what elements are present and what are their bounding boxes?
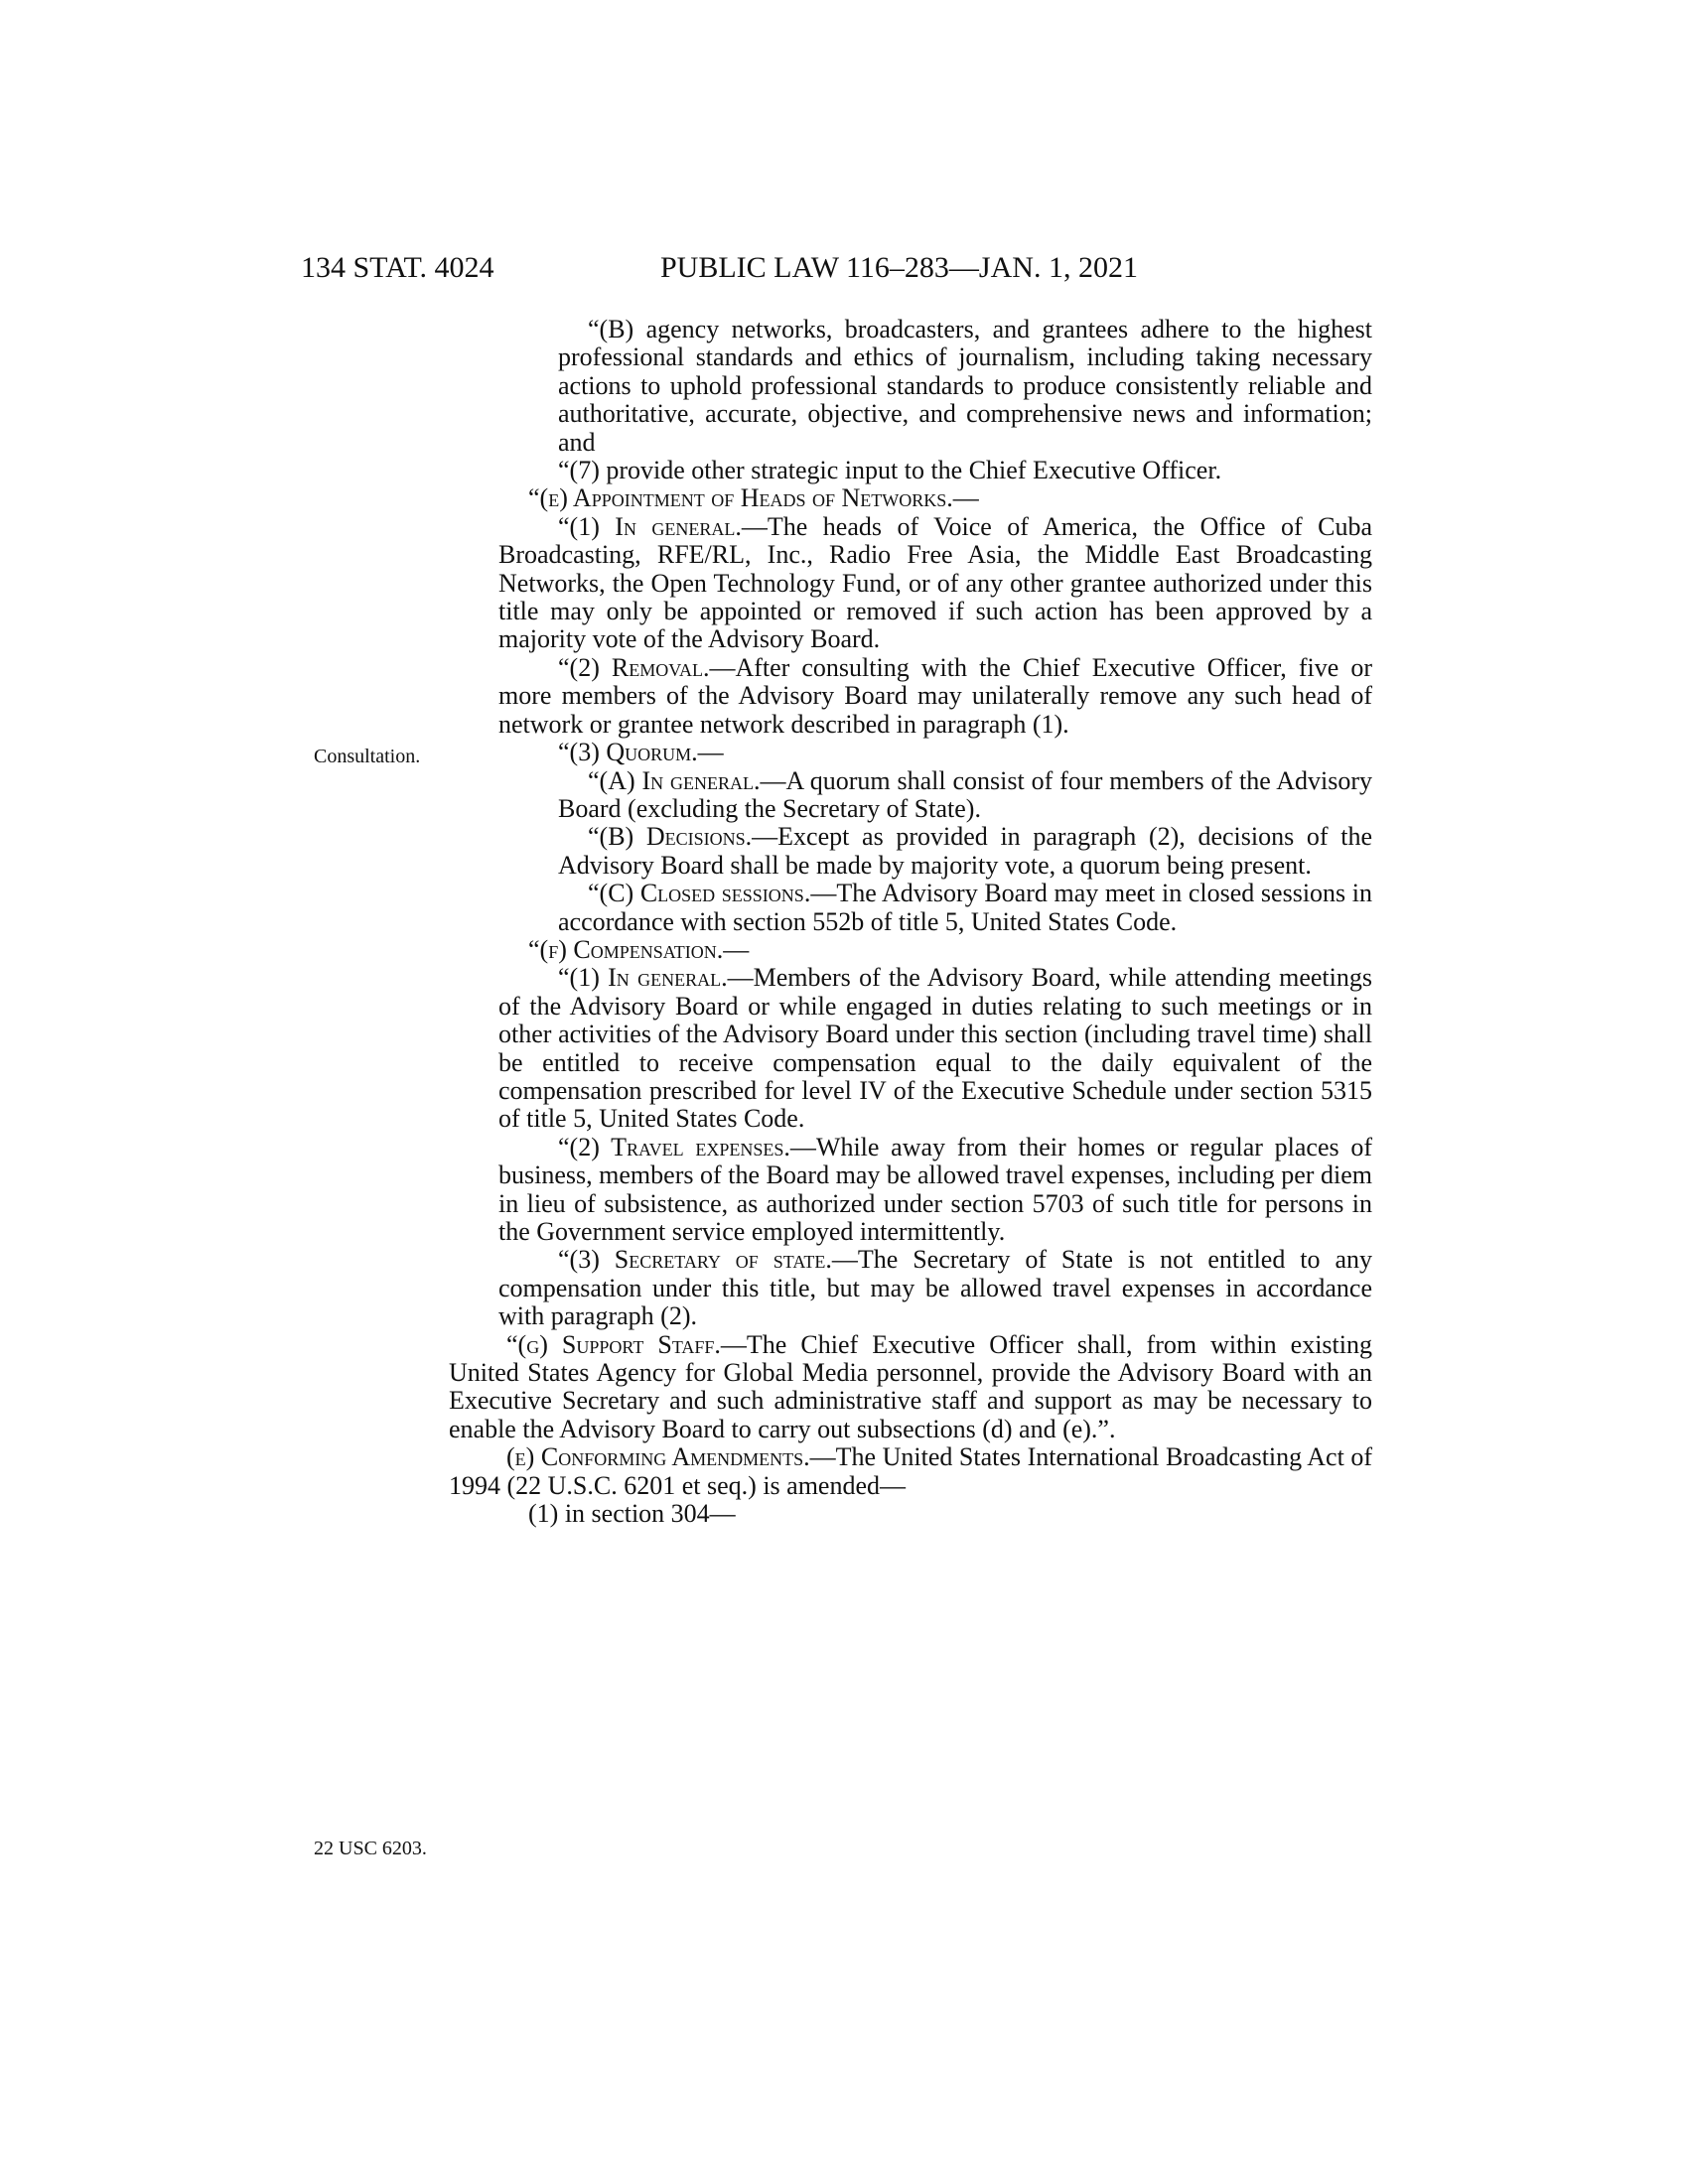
subsection-g-support-staff [449, 1331, 1372, 1444]
paragraph-e2-text: —After consulting with the Chief Executive Officer, five or more members of the Advisory Board may unilaterally remove any such head of network or grantee network described in paragraph (1). [498, 652, 1373, 739]
paragraph-f3-heading: “(3) Secretary of state. [558, 1245, 832, 1275]
conforming-amendments-text: —The United States International Broadcasting Act of 1994 (22 U.S.C. 6201 et seq.) is amended— [449, 1442, 1373, 1500]
margin-note-usc: 22 USC 6203. [314, 1838, 427, 1859]
paragraph-f2-travel-expenses [498, 1134, 1372, 1247]
subparagraph-e3a-in-general [498, 767, 1372, 824]
paragraph-e3-quorum-heading: “(3) Quorum.— [558, 738, 724, 767]
subsection-g-text: —The Chief Executive Officer shall, from within existing United States Agency for Global Media personnel, provide the Advisory Board with an Executive Secretary and such administrative staff and support as may be necessary to enable the Advisory Board to carry out subsections (d) and (e).”. [449, 1329, 1372, 1443]
subparagraph-e3a-text: —A quorum shall consist of four members of the Advisory Board (excluding the Secretary of State). [558, 765, 1372, 823]
law-title: PUBLIC LAW 116–283—JAN. 1, 2021 [660, 251, 1138, 284]
paragraph-f1-heading: “(1) In general. [558, 963, 728, 993]
paragraph-f1-text: —Members of the Advisory Board, while attending meetings of the Advisory Board or while engaged in duties relating to such meetings or in other activities of the Advisory Board under this section (including travel time) shall be entitled to receive compensation equal to the daily equivalent of the compensation prescribed for level IV of the Executive Schedule under section 5315 of title 5, United States Code. [498, 963, 1372, 1134]
paragraph-7-strategic-input: “(7) provide other strategic input to the Chief Executive Officer. [558, 456, 1222, 485]
paragraph-e1-in-general [498, 513, 1372, 654]
paragraph-f1-in-general [498, 964, 1372, 1133]
paragraph-f2-text: —While away from their homes or regular places of business, members of the Board may be allowed travel expenses, including per diem in lieu of subsistence, as authorized under section 5703 of such title for persons in the Government service employed intermittently. [498, 1132, 1372, 1246]
conforming-amendments-heading: (e) Conforming Amendments. [506, 1442, 810, 1472]
subparagraph-e3c-text: —The Advisory Board may meet in closed sessions in accordance with section 552b of title 5, United States Code. [558, 879, 1373, 936]
paragraph-e2-heading: “(2) Removal. [558, 652, 710, 682]
statute-reference: 134 STAT. 4024 [301, 251, 494, 284]
subparagraph-e3a-heading: “(A) In general. [588, 765, 761, 795]
document-body [449, 315, 1373, 1529]
paragraph-f3-secretary-of-state [498, 1246, 1372, 1330]
paragraph-b-agency-networks: “(B) agency networks, broadcasters, and grantees adhere to the highest professional standards and ethics of journalism, including taking necessary actions to uphold professional standards to produce consistently reliable and authoritative, accurate, objective, and comprehensive news and information; and [558, 315, 1372, 457]
subsection-g-heading: “(g) Support Staff. [506, 1329, 721, 1359]
subparagraph-e3b-text: —Except as provided in paragraph (2), decisions of the Advisory Board shall be made by majority vote, a quorum being present. [558, 822, 1373, 880]
subparagraph-e3c-heading: “(C) Closed sessions. [588, 879, 811, 908]
paragraph-e2-removal [498, 654, 1372, 739]
subsection-e-heading: “(e) Appointment of Heads of Networks.— [528, 483, 979, 513]
paragraph-1-section-304: (1) in section 304— [528, 1499, 736, 1529]
running-header [301, 248, 1393, 288]
paragraph-e1-text: —The heads of Voice of America, the Office of Cuba Broadcasting, RFE/RL, Inc., Radio Free Asia, the Middle East Broadcasting Networks, the Open Technology Fund, or of any other grantee authorized under this title may only be appointed or removed if such action has been approved by a majority vote of the Advisory Board. [498, 511, 1372, 654]
subsection-f-heading: “(f) Compensation.— [528, 934, 750, 964]
subsection-e-conforming-amendments [449, 1443, 1372, 1500]
paragraph-f3-text: —The Secretary of State is not entitled to any compensation under this title, but may be allowed travel expenses in accordance with paragraph (2). [498, 1245, 1373, 1331]
subparagraph-e3c-closed-sessions [498, 880, 1372, 936]
subparagraph-e3b-heading: “(B) Decisions. [588, 822, 753, 852]
margin-note-consultation: Consultation. [314, 746, 421, 767]
paragraph-f2-heading: “(2) Travel expenses. [558, 1132, 790, 1161]
paragraph-e1-heading: “(1) In general. [558, 511, 742, 541]
subparagraph-e3b-decisions [498, 823, 1372, 880]
